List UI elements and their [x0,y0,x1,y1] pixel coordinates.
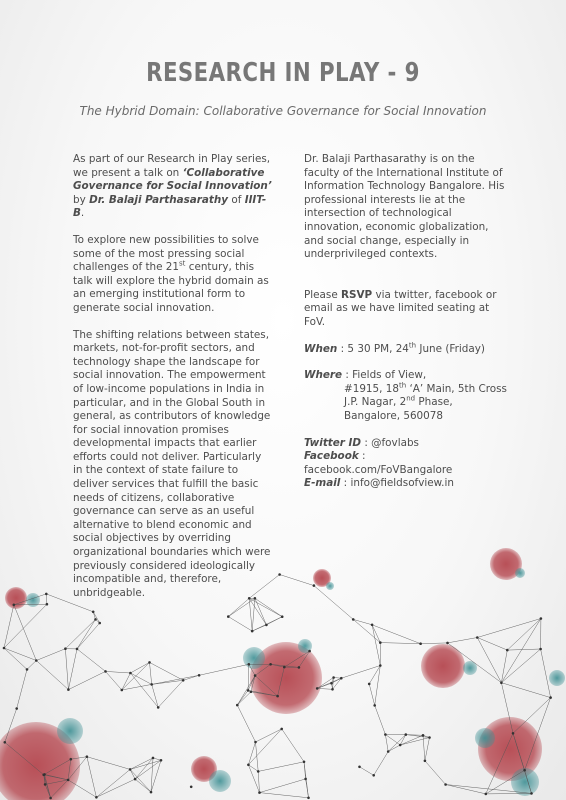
network-node [95,796,98,799]
network-edge [14,605,37,661]
network-edge [507,649,540,650]
network-node [506,649,509,652]
network-edge [260,793,309,798]
network-node [419,642,422,645]
network-node [422,734,425,737]
network-illustration [0,520,566,800]
network-edge [541,649,551,698]
red-dot [5,587,27,609]
teal-dot [243,647,265,669]
network-node [424,760,427,763]
red-dot [421,644,465,688]
network-node [530,792,533,795]
network-edge [280,575,314,586]
network-edge [4,604,47,648]
explore-text-end: century, this talk will explore the hybrid domain as an emerging institutional form to generate social innovation. [73,261,269,314]
network-node [540,617,543,620]
intro-of: of [228,193,245,206]
intro-text: As part of our Research in Play series, we present a talk on [73,153,271,179]
network-node [67,779,70,782]
network-edge [96,769,130,797]
network-edge [501,649,540,683]
network-edge [77,649,106,672]
where-block [304,369,509,423]
when-value-end: June (Friday) [416,342,485,355]
network-edge [341,666,380,679]
network-edge [152,684,159,707]
network-node [248,597,251,600]
network-node [152,757,155,760]
network-edge [77,619,96,649]
network-node [157,706,160,709]
rsvp-text: Please [304,288,342,301]
network-edge [306,779,309,798]
network-node [45,593,48,596]
network-edge [106,671,122,690]
teal-dot [515,568,525,578]
where-line-3 [304,396,507,410]
network-edge [380,643,420,644]
network-edge [150,662,152,684]
when-line [304,343,509,357]
network-node [316,687,319,690]
network-node [278,573,281,576]
network-edge [425,738,430,761]
twitter-handle[interactable]: : @fovlabs [361,436,419,449]
network-edge [477,638,501,683]
where-label: Where [304,369,343,382]
network-node [3,647,6,650]
network-edge [248,742,255,765]
network-node [476,636,479,639]
network-edge [237,705,255,742]
network-edge [199,664,249,675]
network-edge [150,662,184,680]
network-node [94,618,97,621]
shifting-paragraph: The shifting relations between states, markets, not-for-profit sectors, and technology shape the landscape for social innovation. The empowerment of low-income populations in India in particular, and in the Global South in general, as contributors of knowledge for social innovation promises developmental impacts that earlier efforts could not deliver. Particularly in the context of state failure to deliver services that fulfill the basic needs of citizens, collaborative governance can serve as an useful alternative to blend economic and social objectives by overriding organizational boundaries which were previously considered ideologically incompatible and, therefore, unbridgeable. [73,328,271,599]
network-node [148,661,151,664]
network-node [150,791,153,794]
network-edge [17,669,27,708]
twitter-label: Twitter ID [304,436,362,449]
network-edge [68,671,105,689]
network-edge [130,673,158,707]
network-edge [249,575,279,599]
network-node [523,769,526,772]
where-address [304,369,507,423]
network-node [76,648,79,651]
network-node [198,674,201,677]
network-node [64,647,67,650]
network-node [160,759,163,762]
network-node [236,704,239,707]
network-edge [374,752,389,776]
network-node [332,676,335,679]
where-line-3-end: Phase, [415,396,453,409]
network-node [512,732,515,735]
network-edge [446,785,486,794]
network-node [384,733,387,736]
network-node [405,733,408,736]
network-edge [65,649,68,690]
network-node [368,683,371,686]
when-value: : 5 30 PM, 24 [337,342,409,355]
where-line-2-end: ‘A’ Main, 5th Cross [406,382,507,395]
network-edge [369,684,375,706]
network-edge [388,735,406,752]
network-node [129,672,132,675]
network-node [280,728,283,731]
network-node [387,750,390,753]
network-node [129,768,132,771]
network-edge [256,729,282,742]
network-edge [477,619,541,638]
when-label: When [304,342,338,355]
network-edge [96,779,135,797]
facebook-label: Facebook [304,450,359,463]
network-edge [228,598,255,616]
network-node [248,663,251,666]
network-node [371,624,374,627]
network-edge [130,673,151,684]
network-edge [314,586,353,620]
network-edge [237,690,248,705]
network-edge [252,625,266,631]
network-node [26,668,29,671]
network-node [283,666,286,669]
network-edge [375,666,381,706]
facebook-line [304,450,509,477]
network-node [428,736,431,739]
network-edge [400,735,406,745]
network-node [98,622,101,625]
network-edge [360,767,374,776]
network-edge [385,735,388,752]
email-label: E-mail [304,477,341,490]
network-node [331,688,334,691]
network-node [254,674,257,677]
network-edge [421,643,448,644]
network-edge [4,605,14,648]
network-node [104,670,107,673]
network-node [539,648,542,651]
network-node [313,584,316,587]
network-edge [369,666,380,684]
network-node [182,679,185,682]
network-edge [228,617,252,632]
page-subtitle: The Hybrid Domain: Collaborative Governance for Social Innovation [79,104,487,118]
rsvp-word: RSVP [341,288,373,301]
explore-paragraph [73,234,273,316]
network-node [298,666,301,669]
institute-name: IIIT-B [73,193,267,220]
network-edge [152,680,184,684]
network-node [549,696,552,699]
network-edge [46,594,93,612]
talk-title: ‘Collaborative Governance for Social Innovation’ [73,166,272,193]
network-node [150,683,153,686]
teal-dot [209,770,231,792]
speaker-name: Dr. Balaji Parthasarathy [89,193,229,206]
page-title: RESEARCH IN PLAY - 9 [146,58,420,88]
email-line [304,477,509,491]
network-node [46,603,49,606]
network-node [485,793,488,796]
bio-paragraph: Dr. Balaji Parthasarathy is on the faculty of the International Institute of Information Technology Bangalore. His professional interests lie at the intersection of technological innovation, economic globalization, and social change, especially in underprivileged contexts. [304,153,505,261]
network-edge [152,675,199,684]
network-edge [36,661,68,690]
network-node [247,764,250,767]
when-sup: th [408,341,417,350]
network-edge [87,757,130,770]
teal-dot [475,728,495,748]
network-edge [135,760,161,779]
ordinal-sup: st [179,259,186,268]
network-node [379,641,382,644]
network-node [190,786,193,789]
network-edge [448,638,478,643]
network-edge [477,638,507,651]
network-node [308,650,311,653]
network-edge [501,683,550,698]
twitter-line [304,437,509,451]
network-node [307,797,310,800]
network-node [254,741,257,744]
email-link[interactable]: : info@fieldsofview.in [340,477,454,490]
teal-dot [326,582,334,590]
network-edge [87,757,97,798]
where-line-2-text: #1915, 18 [344,382,399,395]
network-node [86,755,89,758]
teal-dot [549,670,565,686]
rsvp-text-end: via twitter, facebook or email as we have limited seating at FoV. [304,288,497,328]
network-edge [260,779,306,793]
network-edge [158,680,183,707]
network-edge [135,779,151,792]
network-edge [507,619,541,651]
network-node [373,704,376,707]
network-node [35,659,38,662]
network-edge [249,598,266,625]
network-edge [248,729,281,765]
intro-end: . [80,207,85,220]
network-edge [122,662,150,690]
network-edge [46,594,47,604]
where-line-2-sup: th [398,381,407,390]
network-node [352,618,355,621]
network-node [399,744,402,747]
network-node [446,642,449,645]
network-edge [4,648,36,661]
network-node [265,624,268,627]
where-line-4: Bangalore, 560078 [344,409,443,422]
network-node [49,797,52,800]
intro-paragraph [73,153,273,221]
network-edge [228,598,249,616]
network-node [227,615,230,618]
network-edge [385,735,400,746]
rsvp-paragraph [304,289,509,330]
network-node [250,691,253,694]
network-node [121,689,124,692]
network-edge [258,762,304,772]
network-node [303,761,306,764]
where-line-1: : Fields of View, [342,369,427,382]
contact-block [304,437,509,491]
network-node [372,774,375,777]
network-node [281,615,284,618]
network-node [251,630,254,633]
network-node [15,707,18,710]
teal-dot [57,718,83,744]
network-edge [106,671,131,673]
network-node [247,689,250,692]
network-edge [353,619,380,642]
network-node [67,688,70,691]
network-node [44,783,47,786]
network-edge [372,625,380,666]
network-node [269,663,272,666]
network-edge [77,623,100,649]
network-edge [135,758,153,779]
network-edge [27,661,36,670]
network-node [4,741,7,744]
network-edge [425,761,446,785]
network-edge [36,649,65,661]
explore-text: To explore new possibilities to solve some of the most pressing social challenges of the 21 [73,233,259,274]
network-edge [68,649,77,690]
network-edge [4,648,27,669]
network-node [258,791,261,794]
network-edge [65,619,95,648]
where-line-3-text: J.P. Nagar, 2 [344,396,407,409]
network-node [92,611,95,614]
network-edge [130,662,149,673]
network-node [134,778,137,781]
network-edge [249,598,252,631]
network-node [254,597,257,600]
network-edge [122,673,131,690]
network-node [444,783,447,786]
network-node [276,695,279,698]
network-node [13,604,16,607]
network-node [379,664,382,667]
network-node [330,682,333,685]
network-node [257,770,260,773]
network-node [500,681,503,684]
network-node [340,677,343,680]
where-line-3-sup: nd [406,394,416,403]
intro-by: by [73,193,90,206]
network-node [304,778,307,781]
network-node [70,758,73,761]
network-edge [375,705,386,734]
network-node [42,774,45,777]
network-edge [282,729,304,762]
network-node [358,766,361,769]
right-column [304,153,509,491]
facebook-link[interactable]: : facebook.com/FoVBangalore [304,450,453,476]
